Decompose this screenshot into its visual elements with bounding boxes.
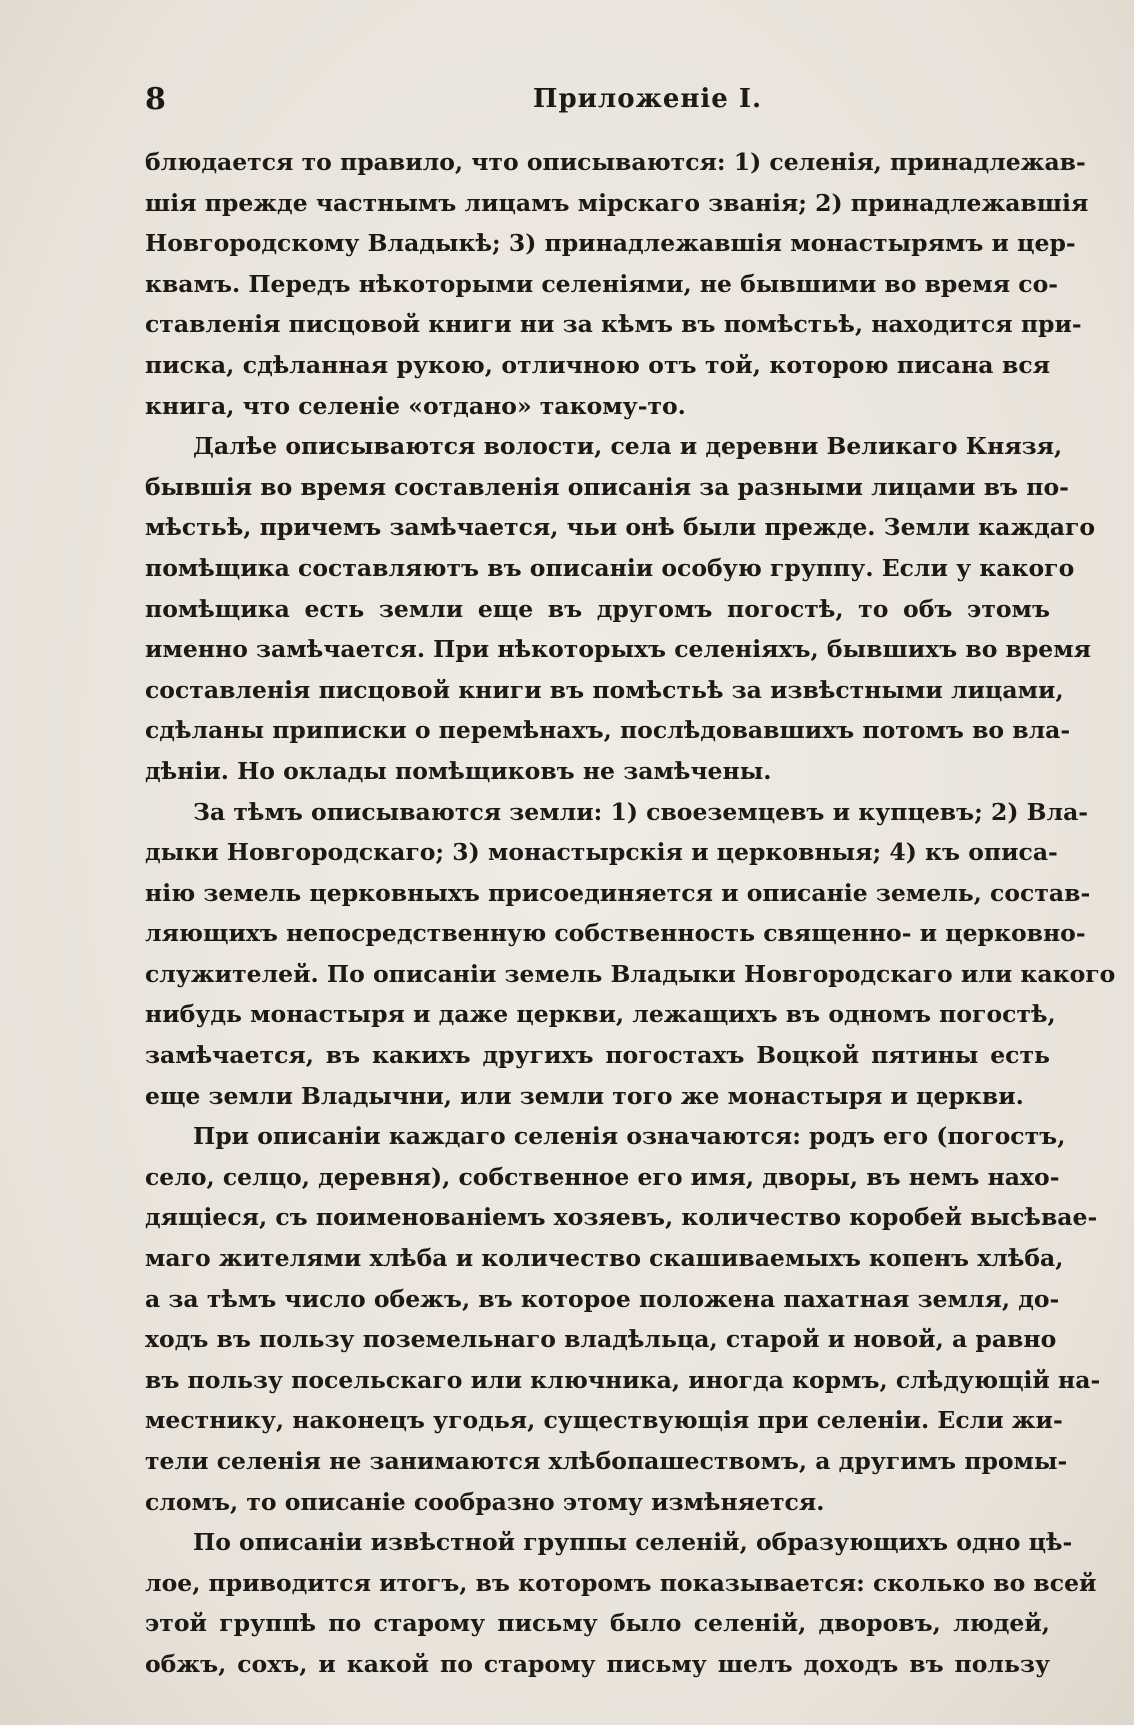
text-line: помѣщика составляютъ въ описаніи особую группу. Если у какого	[145, 553, 1075, 582]
text-line: За тѣмъ описываются земли: 1) своеземцевъ и купцевъ; 2) Вла-	[193, 797, 1089, 826]
text-line: помѣщика есть земли еще въ другомъ погостѣ, то объ этомъ	[145, 594, 1050, 623]
text-line: замѣчается, въ какихъ другихъ погостахъ Воцкой пятины есть	[145, 1041, 1050, 1070]
page-number: 8	[145, 82, 166, 117]
text-line: блюдается то правило, что описываются: 1) селенія, принадлежав-	[145, 148, 1086, 176]
text-line: дѣніи. Но оклады помѣщиковъ не замѣчены.	[145, 756, 772, 785]
text-line: По описаніи извѣстной группы селеній, образующихъ одно цѣ-	[193, 1528, 1073, 1557]
text-line: въ пользу посельскаго или ключника, иногда кормъ, слѣдующій на-	[145, 1365, 1101, 1394]
page-header	[145, 82, 1050, 122]
paragraph	[145, 792, 1116, 1117]
text-line: дящіеся, съ поименованіемъ хозяевъ, количество коробей высѣвае-	[145, 1203, 1098, 1232]
body-text	[145, 142, 1116, 1685]
paragraph	[145, 1116, 1101, 1522]
paragraph	[145, 426, 1096, 791]
text-line: служителей. По описаніи земель Владыки Новгородскаго или какого	[145, 959, 1116, 988]
text-line: нибудь монастыря и даже церкви, лежащихъ въ одномъ погостѣ,	[145, 1000, 1056, 1029]
text-line: При описаніи каждаго селенія означаются: родъ его (погостъ,	[193, 1122, 1066, 1151]
text-line: книга, что селеніе «отдано» такому-то.	[145, 391, 686, 420]
text-line: именно замѣчается. При нѣкоторыхъ селеніяхъ, бывшихъ во время	[145, 635, 1092, 664]
text-line: ходъ въ пользу поземельнаго владѣльца, старой и новой, а равно	[145, 1325, 1057, 1354]
running-title: Приложеніе I.	[532, 84, 763, 114]
text-line: Далѣе описываются волости, села и деревни Великаго Князя,	[193, 432, 1063, 461]
text-line: дыки Новгородскаго; 3) монастырскія и церковныя; 4) къ описа-	[145, 838, 1058, 867]
text-line: лое, приводится итогъ, въ которомъ показывается: сколько во всей	[145, 1568, 1097, 1597]
text-line: этой группѣ по старому письму было селеній, дворовъ, людей,	[145, 1609, 1050, 1638]
text-line: квамъ. Передъ нѣкоторыми селеніями, не бывшими во время со-	[145, 269, 1059, 298]
text-line: сломъ, то описаніе сообразно этому измѣняется.	[145, 1487, 825, 1516]
text-line: село, селцо, деревня), собственное его имя, дворы, въ немъ нахо-	[145, 1162, 1060, 1191]
text-line: тели селенія не занимаются хлѣбопашествомъ, а другимъ промы-	[145, 1447, 1068, 1475]
text-line: ляющихъ непосредственную собственность священно- и церковно-	[145, 919, 1086, 948]
text-line: шія прежде частнымъ лицамъ мірскаго званія; 2) принадлежавшія	[145, 188, 1089, 217]
text-line: Новгородскому Владыкѣ; 3) принадлежавшія монастырямъ и цер-	[145, 229, 1076, 258]
text-line: нію земель церковныхъ присоединяется и описаніе земель, состав-	[145, 878, 1091, 907]
text-line: сдѣланы приписки о перемѣнахъ, послѣдовавшихъ потомъ во вла-	[145, 716, 1071, 745]
paragraph	[145, 1522, 1097, 1684]
text-line: ставленія писцовой книги ни за кѣмъ въ помѣстьѣ, находится при-	[145, 310, 1082, 339]
paragraph	[145, 142, 1089, 426]
text-line: маго жителями хлѣба и количество скашиваемыхъ копенъ хлѣба,	[145, 1244, 1064, 1273]
text-line: писка, сдѣланная рукою, отличною отъ той, которою писана вся	[145, 350, 1050, 379]
text-line: местнику, наконецъ угодья, существующія при селеніи. Если жи-	[145, 1406, 1063, 1435]
text-line: а за тѣмъ число обежъ, въ которое положена пахатная земля, до-	[145, 1284, 1060, 1313]
text-line: обжъ, сохъ, и какой по старому письму шелъ доходъ въ пользу	[145, 1649, 1050, 1678]
text-line: еще земли Владычни, или земли того же монастыря и церкви.	[145, 1081, 1024, 1110]
text-line: составленія писцовой книги въ помѣстьѣ за извѣстными лицами,	[145, 675, 1064, 704]
text-line: бывшія во время составленія описанія за разными лицами въ по-	[145, 472, 1069, 501]
text-line: мѣстьѣ, причемъ замѣчается, чьи онѣ были прежде. Земли каждаго	[145, 513, 1096, 542]
